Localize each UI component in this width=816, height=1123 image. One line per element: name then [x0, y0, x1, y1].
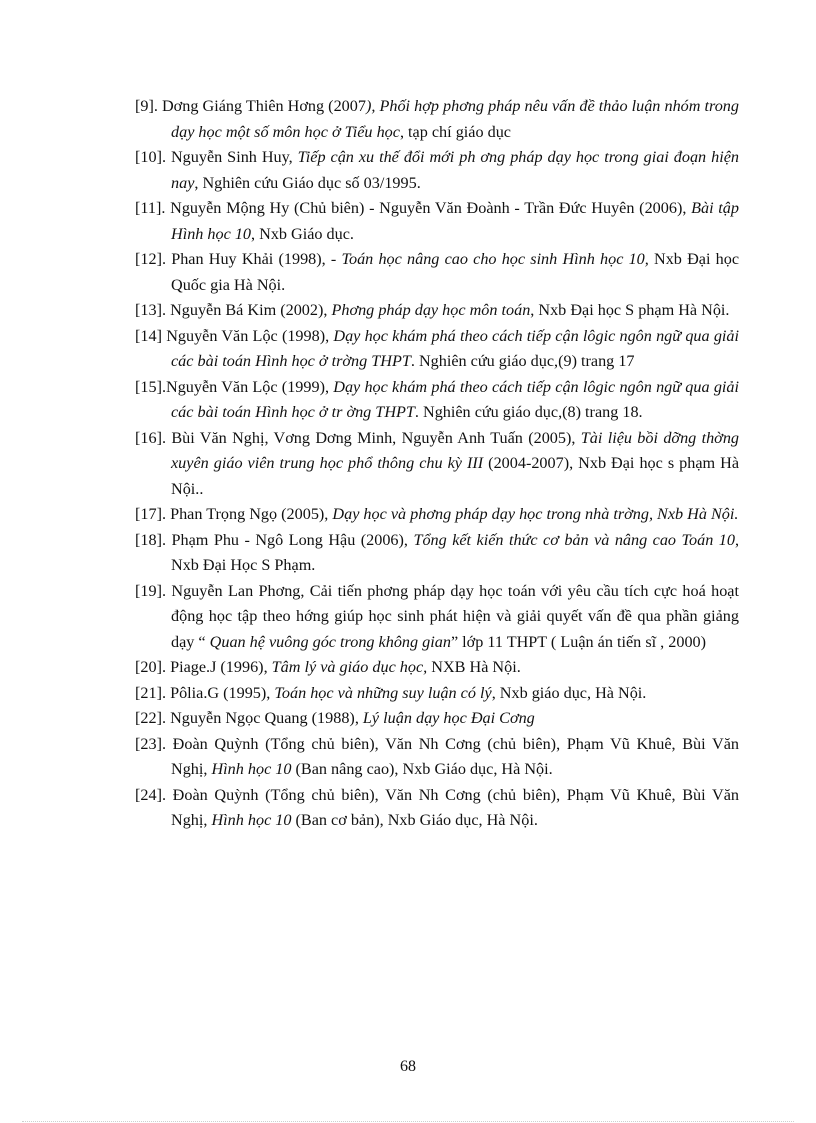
reference-title: Dạy học và phơng pháp dạy học trong nhà trờng, Nxb Hà Nội. — [332, 505, 739, 523]
reference-entry — [135, 375, 739, 426]
reference-entry — [135, 706, 739, 732]
reference-label: [20]. — [135, 658, 167, 676]
reference-label: [24]. — [135, 785, 167, 804]
reference-entry — [135, 783, 739, 834]
reference-title: Hình học 10 — [211, 811, 292, 829]
reference-entry — [135, 579, 739, 656]
reference-title: Tổng kết kiến thức cơ bản và nâng cao Toán 10 — [413, 530, 735, 549]
reference-label: [10]. — [135, 148, 167, 166]
reference-text: Đoàn Quỳnh (Tổng chủ biên), Văn Nh Cơng (chủ biên), Phạm Vũ Khuê, Bùi Văn Nghị, — [166, 734, 739, 778]
reference-text: Nguyễn Lan Phơng, Cải tiến phơng pháp dạy học toán với yêu cầu tích cực hoá hoạt động học tập theo hớng giúp học sinh phát hiện và giải quyết vấn đề qua phần giảng dạy “ — [166, 581, 739, 651]
reference-text: Nguyễn Mộng Hy (Chủ biên) - Nguyễn Văn Đoành - Trần Đức Huyên (2006), — [165, 199, 692, 217]
reference-label: [11]. — [135, 199, 166, 217]
reference-text: Nguyễn Văn Lộc (1998), — [161, 326, 334, 345]
reference-label: [21]. — [135, 683, 167, 702]
reference-label: [17]. — [135, 505, 167, 523]
reference-label: [15]. — [135, 377, 167, 396]
reference-text: Pôlia.G (1995), — [166, 683, 275, 702]
reference-title: ), Phối hợp phơng pháp nêu vấn đề thảo luận nhóm trong dạy học một số môn học ở Tiểu học — [171, 97, 739, 141]
reference-title: Dạy học khám phá theo cách tiếp cận lôgic ngôn ngữ qua giải các bài toán Hình học ở trờng THPT — [171, 326, 740, 370]
page-bottom-rule — [22, 1121, 794, 1122]
reference-text: , Nghiên cứu Giáo dục số 03/1995. — [194, 173, 421, 192]
reference-title: Dạy học khám phá theo cách tiếp cận lôgic ngôn ngữ qua giải các bài toán Hình học ở tr ờng THPT — [171, 377, 740, 421]
reference-text: Nguyễn Sinh Huy, — [166, 148, 298, 166]
reference-text: , Nxb giáo dục, Hà Nội. — [491, 683, 647, 702]
reference-label: [18]. — [135, 530, 167, 549]
reference-entry — [135, 502, 739, 528]
page-number: 68 — [400, 1058, 416, 1075]
reference-entry — [135, 145, 739, 196]
reference-label: [22]. — [135, 709, 167, 727]
reference-text: . Nghiên cứu giáo dục,(9) trang 17 — [410, 352, 635, 370]
reference-entry — [135, 324, 739, 375]
reference-entry — [135, 655, 739, 681]
reference-text: . Nghiên cứu giáo dục,(8) trang 18. — [414, 403, 643, 421]
reference-text: Bùi Văn Nghị, Vơng Dơng Minh, Nguyễn Anh Tuấn (2005), — [166, 428, 581, 447]
reference-text: , Nxb Đại học S phạm Hà Nội. — [530, 301, 730, 319]
reference-label: [16]. — [135, 428, 167, 447]
reference-title: Phơng pháp dạy học môn toán — [331, 301, 531, 319]
reference-title: Lý luận dạy học Đại Cơng — [362, 709, 535, 727]
reference-title: Toán học nâng cao cho học sinh Hình học 10, — [341, 250, 649, 268]
reference-label: [13]. — [135, 301, 167, 319]
reference-text: Phạm Phu - Ngô Long Hậu (2006), — [166, 530, 414, 549]
reference-text: Dơng Giáng Thiên Hơng (2007 — [157, 97, 366, 115]
reference-label: [19]. — [135, 581, 167, 600]
reference-title: Tâm lý và giáo dục học, — [271, 658, 428, 676]
reference-title: Quan hệ vuông góc trong không gian — [209, 632, 451, 651]
reference-label: [14] — [135, 326, 162, 345]
reference-text: , Nxb Đại Học S Phạm. — [171, 530, 739, 574]
reference-entry — [135, 681, 739, 707]
reference-entry — [135, 528, 739, 579]
reference-text: ” lớp 11 THPT ( Luận án tiến sĩ , 2000) — [450, 632, 707, 651]
reference-text: (2004-2007), Nxb Đại học s phạm Hà Nội.. — [171, 454, 740, 498]
reference-text: (Ban cơ bản), Nxb Giáo dục, Hà Nội. — [291, 811, 538, 829]
reference-text: Nguyễn Bá Kim (2002), — [166, 301, 332, 319]
reference-list — [135, 94, 739, 834]
reference-title: Tài liệu bồi dỡng thờng xuyên giáo viên trung học phổ thông chu kỳ III — [171, 428, 740, 472]
reference-label: [12]. — [135, 250, 167, 268]
reference-title: Toán học và những suy luận có lý — [274, 683, 492, 702]
reference-entry — [135, 298, 739, 324]
reference-text: Piage.J (1996), — [166, 658, 272, 676]
reference-title: Bài tập Hình học 10 — [171, 199, 739, 243]
reference-entry — [135, 196, 739, 247]
reference-text: Nxb Đại học Quốc gia Hà Nội. — [171, 250, 740, 294]
reference-text: Phan Huy Khải (1998), - — [166, 250, 342, 268]
reference-entry — [135, 94, 739, 145]
reference-entry — [135, 426, 739, 503]
reference-title: Hình học 10 — [211, 760, 292, 778]
reference-entry — [135, 247, 739, 298]
reference-text: Nguyễn Ngọc Quang (1988), — [166, 709, 363, 727]
reference-entry — [135, 732, 739, 783]
reference-text: , tạp chí giáo dục — [399, 122, 511, 141]
reference-text: (Ban nâng cao), Nxb Giáo dục, Hà Nội. — [291, 760, 553, 778]
reference-text: Nguyễn Văn Lộc (1999), — [166, 377, 334, 396]
reference-title: Tiếp cận xu thế đổi mới ph ơng pháp dạy học trong giai đoạn hiện nay — [171, 148, 739, 192]
reference-text: , Nxb Giáo dục. — [251, 224, 354, 243]
reference-label: [9]. — [135, 97, 158, 115]
reference-text: NXB Hà Nội. — [427, 658, 521, 676]
reference-text: Đoàn Quỳnh (Tổng chủ biên), Văn Nh Cơng (chủ biên), Phạm Vũ Khuê, Bùi Văn Nghị, — [166, 785, 739, 829]
reference-text: Phan Trọng Ngọ (2005), — [166, 505, 333, 523]
reference-label: [23]. — [135, 734, 167, 753]
